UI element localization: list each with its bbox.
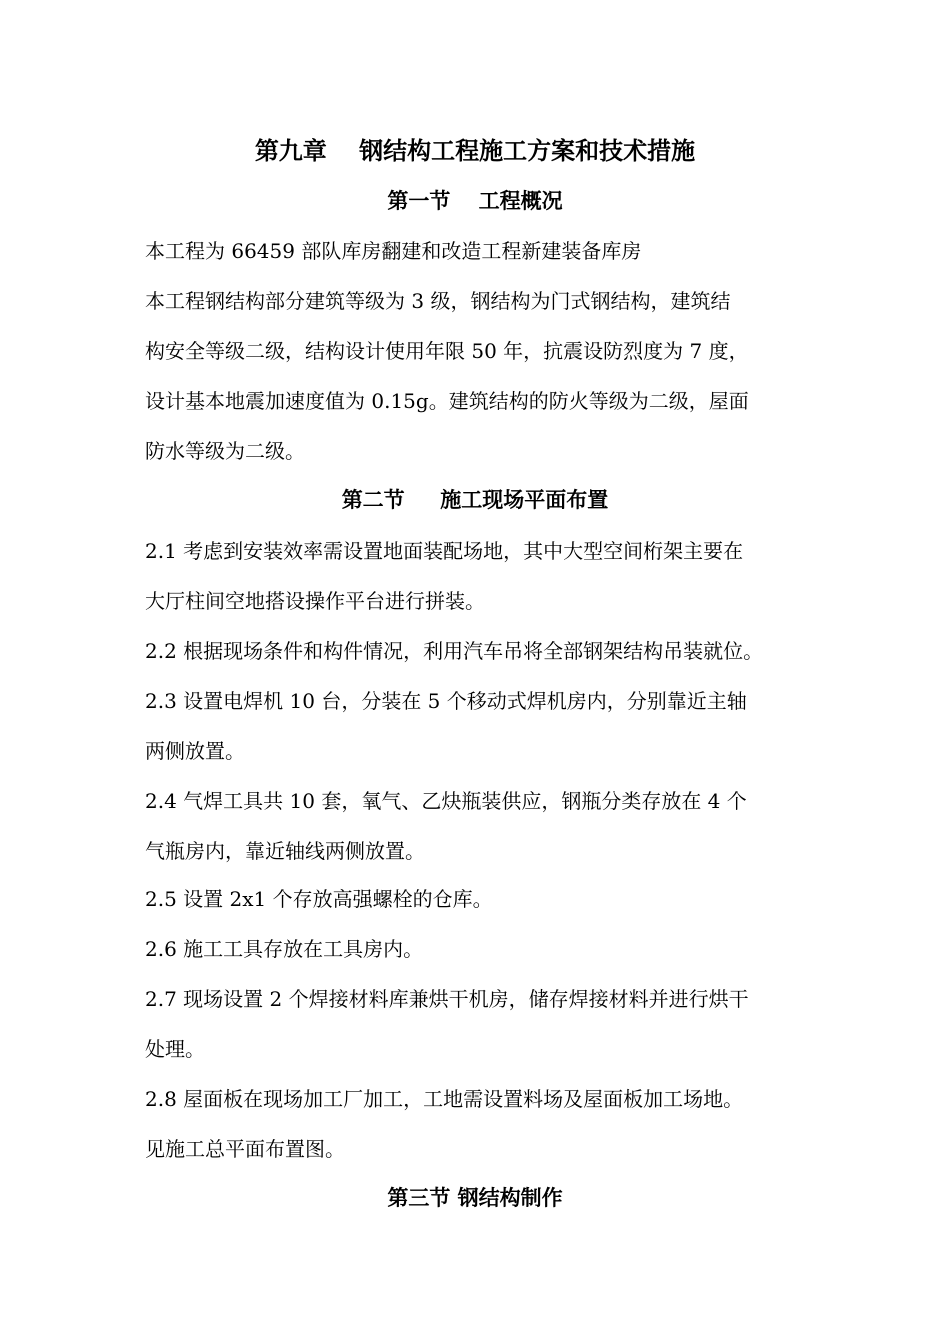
chapter-title: 第九章 钢结构工程施工方案和技术措施 [254, 136, 696, 165]
paragraph-line: 构安全等级二级，结构设计使用年限 50 年，抗震设防烈度为 7 度， [145, 339, 749, 363]
paragraph-line: 气瓶房内，靠近轴线两侧放置。 [145, 839, 425, 863]
paragraph-line: 2.3 设置电焊机 10 台，分装在 5 个移动式焊机房内，分别靠近主轴 [145, 689, 747, 713]
paragraph-line: 防水等级为二级。 [145, 439, 305, 463]
section-title-2: 第二节 施工现场平面布置 [341, 487, 609, 512]
paragraph-line: 2.7 现场设置 2 个焊接材料库兼烘干机房，储存焊接材料并进行烘干 [145, 987, 749, 1011]
paragraph-line: 2.6 施工工具存放在工具房内。 [145, 937, 424, 961]
paragraph-line: 2.1 考虑到安装效率需设置地面装配场地，其中大型空间桁架主要在 [145, 539, 744, 563]
paragraph-line: 大厅柱间空地搭设操作平台进行拼装。 [145, 589, 485, 613]
paragraph-line: 2.4 气焊工具共 10 套，氧气、乙炔瓶装供应，钢瓶分类存放在 4 个 [145, 789, 747, 813]
paragraph-line: 设计基本地震加速度值为 0.15g。建筑结构的防火等级为二级，屋面 [145, 389, 749, 413]
paragraph-line: 本工程钢结构部分建筑等级为 3 级，钢结构为门式钢结构，建筑结 [145, 289, 731, 313]
paragraph-line: 2.5 设置 2x1 个存放高强螺栓的仓库。 [145, 887, 493, 911]
section-title-1: 第一节 工程概况 [387, 188, 563, 213]
paragraph-line: 2.8 屋面板在现场加工厂加工，工地需设置料场及屋面板加工场地。 [145, 1087, 744, 1111]
paragraph-line: 本工程为 66459 部队库房翻建和改造工程新建装备库房 [145, 239, 642, 263]
paragraph-line: 见施工总平面布置图。 [145, 1137, 345, 1161]
paragraph-line: 处理。 [145, 1037, 205, 1061]
section-title-3: 第三节 钢结构制作 [387, 1185, 563, 1210]
paragraph-line: 2.2 根据现场条件和构件情况，利用汽车吊将全部钢架结构吊装就位。 [145, 639, 764, 663]
paragraph-line: 两侧放置。 [145, 739, 245, 763]
